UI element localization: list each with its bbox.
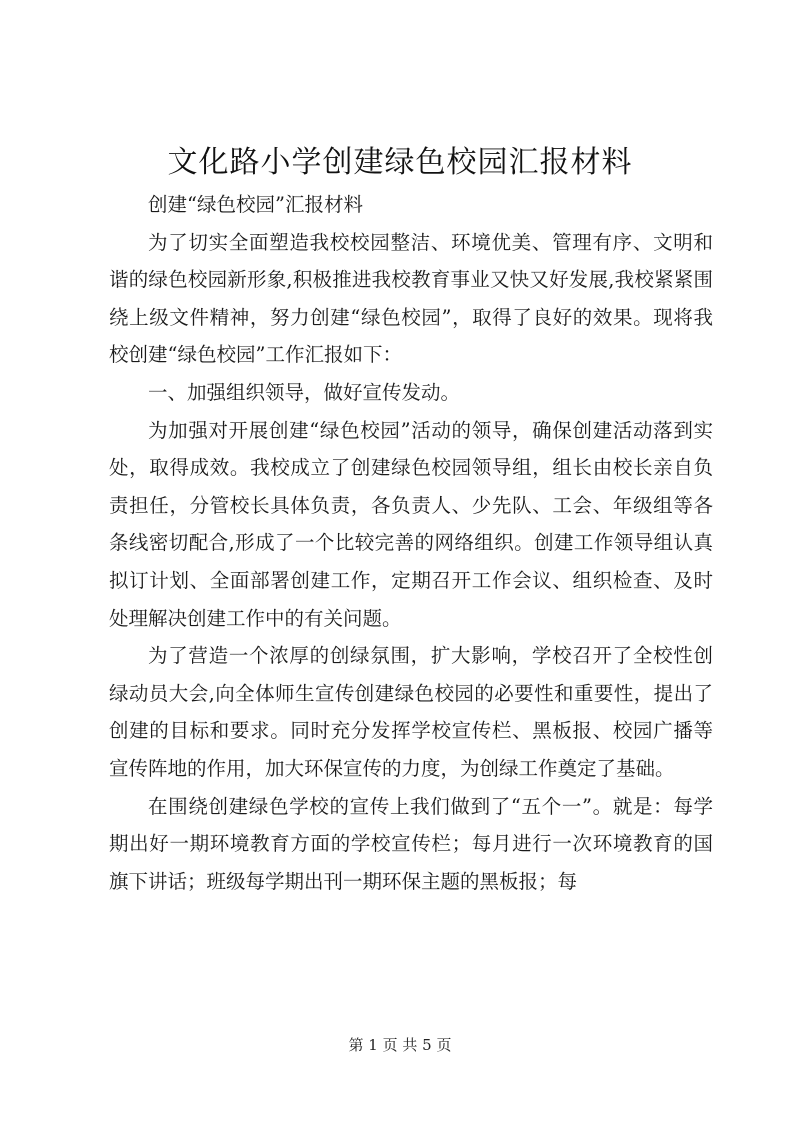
document-title: 文化路小学创建绿色校园汇报材料: [167, 145, 633, 180]
section-heading-1: 一、加强组织领导，做好宣传发动。: [148, 380, 461, 404]
paragraph-five-ones: 在围绕创建绿色学校的宣传上我们做到了“五个一”。就是：每学期出好一期环境教育方面的学校宣传栏；每月进行一次环境教育的国旗下讲话；班级每学期出刊一期环保主题的黑板报；每: [109, 794, 713, 893]
paragraph-intro: 为了切实全面塑造我校校园整洁、环境优美、管理有序、文明和谐的绿色校园新形象,积极推进我校教育事业又快又好发展,我校紧紧围绕上级文件精神，努力创建“绿色校园”，取得了良好的效果。现将我校创建“绿色校园”工作汇报如下：: [109, 230, 713, 367]
paragraph-atmosphere: 为了营造一个浓厚的创绿氛围，扩大影响，学校召开了全校性创绿动员大会,向全体师生宣传创建绿色校园的必要性和重要性，提出了创建的目标和要求。同时充分发挥学校宣传栏、黑板报、校园广播等宣传阵地的作用，加大环保宣传的力度，为创绿工作奠定了基础。: [109, 644, 713, 780]
page-number-footer: 第 1 页 共 5 页: [348, 1036, 452, 1054]
paragraph-subtitle: 创建“绿色校园”汇报材料: [148, 193, 363, 216]
paragraph-organization: 为加强对开展创建“绿色校园”活动的领导，确保创建活动落到实处，取得成效。我校成立了创建绿色校园领导组，组长由校长亲自负责担任，分管校长具体负责，各负责人、少先队、工会、年级组等各条线密切配合,形成了一个比较完善的网络组织。创建工作领导组认真拟订计划、全面部署创建工作，定期召开工作会议、组织检查、及时处理解决创建工作中的有关问题。: [109, 418, 713, 630]
document-body: [109, 186, 713, 900]
